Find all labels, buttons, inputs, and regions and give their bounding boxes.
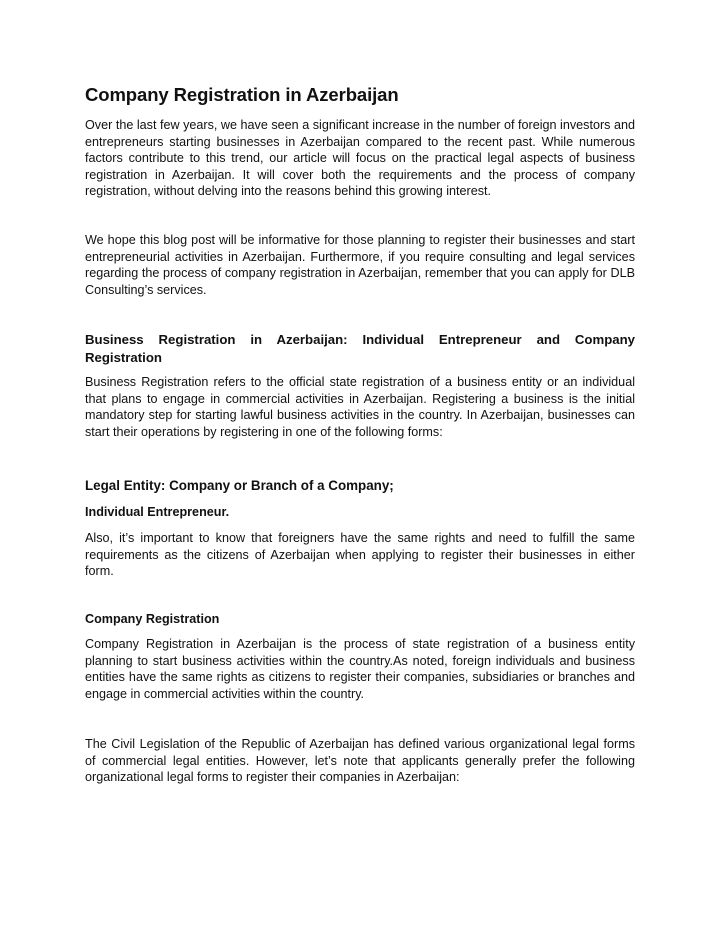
hope-paragraph: We hope this blog post will be informative for those planning to register their businesses and start entrepreneurial activities in Azerbaijan. Furthermore, if you require consulting and legal services regarding the process of company registration in Azerbaijan, remember that you can apply for DLB Consulting’s services.	[85, 233, 635, 297]
business-registration-paragraph: Business Registration refers to the official state registration of a business entity or an individual that plans to engage in commercial activities in Azerbaijan. Registering a business is the initial mandatory step for starting lawful business activities in the country. In Azerbaijan, businesses can start their operations by registering in one of the following forms:	[85, 375, 635, 439]
civil-legislation-paragraph: The Civil Legislation of the Republic of Azerbaijan has defined various organizational legal forms of commercial legal entities. However, let’s note that applicants generally prefer the following organizational legal forms to register their companies in Azerbaijan:	[85, 737, 635, 784]
legal-entity-heading: Legal Entity: Company or Branch of a Company;	[85, 478, 394, 493]
company-registration-heading: Company Registration	[85, 612, 220, 626]
page-title: Company Registration in Azerbaijan	[85, 84, 399, 105]
business-registration-heading: Business Registration in Azerbaijan: Individual Entrepreneur and Company Registration	[85, 332, 635, 365]
foreigners-rights-paragraph: Also, it’s important to know that foreigners have the same rights and need to fulfill the same requirements as the citizens of Azerbaijan when applying to register their businesses in either form.	[85, 531, 635, 578]
company-registration-paragraph: Company Registration in Azerbaijan is the process of state registration of a business entity planning to start business activities within the country.As noted, foreign individuals and business entities have the same rights as citizens to register their companies, subsidiaries or branches and engage in commercial activities within the country.	[85, 637, 635, 701]
intro-paragraph: Over the last few years, we have seen a significant increase in the number of foreign investors and entrepreneurs starting businesses in Azerbaijan compared to the recent past. While numerous factors contribute to this trend, our article will focus on the practical legal aspects of business registration in Azerbaijan. It will cover both the requirements and the process of company registration, without delving into the reasons behind this growing interest.	[85, 118, 635, 198]
individual-entrepreneur-heading: Individual Entrepreneur.	[85, 505, 230, 519]
